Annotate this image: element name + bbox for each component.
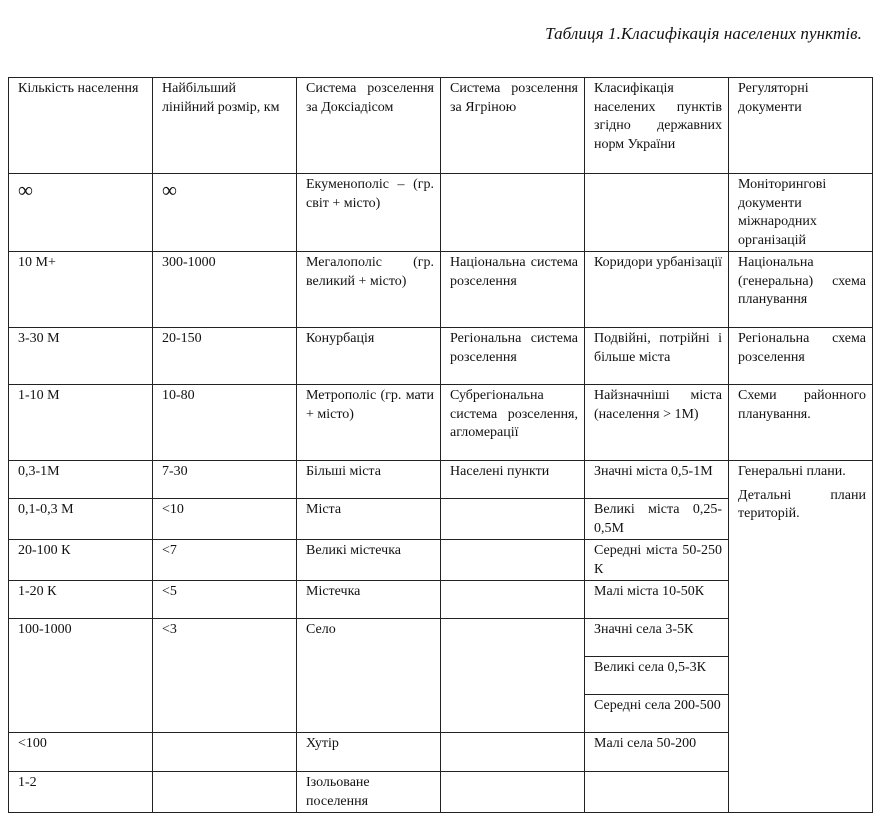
table-cell: 3-30 М [9, 328, 153, 385]
table-cell: Великі містечка [297, 540, 441, 581]
table-cell: Екуменополіс – (гр. світ + місто) [297, 174, 441, 252]
table-cell [585, 772, 729, 813]
table-cell: 10-80 [153, 385, 297, 461]
table-cell [153, 772, 297, 813]
table-caption: Таблиця 1.Класифікація населених пунктів. [545, 24, 862, 43]
table-cell [441, 540, 585, 581]
table-cell: Значні села 3-5К [585, 619, 729, 657]
infinity-symbol: ∞ [9, 174, 153, 252]
header-row [9, 78, 873, 174]
table-cell: 1-2 [9, 772, 153, 813]
table-cell [441, 174, 585, 252]
header-cell: Система розселення за Ягріною [441, 78, 585, 174]
table-cell: Містечка [297, 581, 441, 619]
table-cell [441, 581, 585, 619]
header-cell: Система розселення за Доксіадісом [297, 78, 441, 174]
table-cell: <3 [153, 619, 297, 733]
table-cell: Населені пункти [441, 461, 585, 499]
table-row [9, 461, 873, 499]
regulatory-line: Детальні плани територій. [738, 487, 866, 521]
table-row [9, 328, 873, 385]
table-cell: Село [297, 619, 441, 733]
table-cell: Малі села 50-200 [585, 733, 729, 772]
table-cell: <5 [153, 581, 297, 619]
table-cell [441, 499, 585, 540]
table-cell: Хутір [297, 733, 441, 772]
table-cell: Середні міста 50-250 К [585, 540, 729, 581]
table-cell: Метрополіс (гр. мати + місто) [297, 385, 441, 461]
merged-regulatory-cell [729, 461, 873, 813]
table-cell: Малі міста 10-50К [585, 581, 729, 619]
table-cell: 0,3-1М [9, 461, 153, 499]
table-cell: Схеми районного планування. [729, 385, 873, 461]
table-cell [585, 174, 729, 252]
table-cell: <100 [9, 733, 153, 772]
infinity-symbol: ∞ [153, 174, 297, 252]
table-cell: 100-1000 [9, 619, 153, 733]
table-cell [441, 619, 585, 733]
header-cell: Кількість населення [9, 78, 153, 174]
table-cell: 1-10 М [9, 385, 153, 461]
table-cell: 300-1000 [153, 252, 297, 328]
table-cell: 10 М+ [9, 252, 153, 328]
table-cell [441, 733, 585, 772]
table-cell: 20-150 [153, 328, 297, 385]
table-cell: 20-100 К [9, 540, 153, 581]
table-row [9, 385, 873, 461]
table-cell: 0,1-0,3 М [9, 499, 153, 540]
table-cell: Міста [297, 499, 441, 540]
table-cell: Субрегіональна система розселення, агломерації [441, 385, 585, 461]
table-cell: Коридори урбанізації [585, 252, 729, 328]
table-cell [441, 772, 585, 813]
table-cell: Регіональна схема розселення [729, 328, 873, 385]
header-cell: Найбільший лінійний розмір, км [153, 78, 297, 174]
table-cell: Моніторингові документи міжнародних організацій [729, 174, 873, 252]
table-cell: Великі села 0,5-3К [585, 657, 729, 695]
table-cell [153, 733, 297, 772]
header-cell: Класифікація населених пунктів згідно державних норм України [585, 78, 729, 174]
table-cell: Більші міста [297, 461, 441, 499]
table-cell: <10 [153, 499, 297, 540]
table-cell: Мегалополіс (гр. великий + місто) [297, 252, 441, 328]
header-cell: Регуляторні документи [729, 78, 873, 174]
table-cell: Подвійні, потрійні і більше міста [585, 328, 729, 385]
table-cell: Національна (генеральна) схема планування [729, 252, 873, 328]
table-row [9, 252, 873, 328]
table-cell: Національна система розселення [441, 252, 585, 328]
table-cell: Ізольоване поселення [297, 772, 441, 813]
table-cell: 7-30 [153, 461, 297, 499]
regulatory-line: Генеральні плани. [738, 464, 846, 479]
table-cell: Регіональна система розселення [441, 328, 585, 385]
table-cell: Середні села 200-500 [585, 695, 729, 733]
table-cell: Великі міста 0,25-0,5М [585, 499, 729, 540]
settlement-classification-table [8, 77, 873, 813]
table-cell: Значні міста 0,5-1М [585, 461, 729, 499]
table-cell: <7 [153, 540, 297, 581]
table-cell: 1-20 К [9, 581, 153, 619]
table-cell: Конурбація [297, 328, 441, 385]
table-row [9, 174, 873, 252]
table-cell: Найзначніші міста (населення > 1М) [585, 385, 729, 461]
